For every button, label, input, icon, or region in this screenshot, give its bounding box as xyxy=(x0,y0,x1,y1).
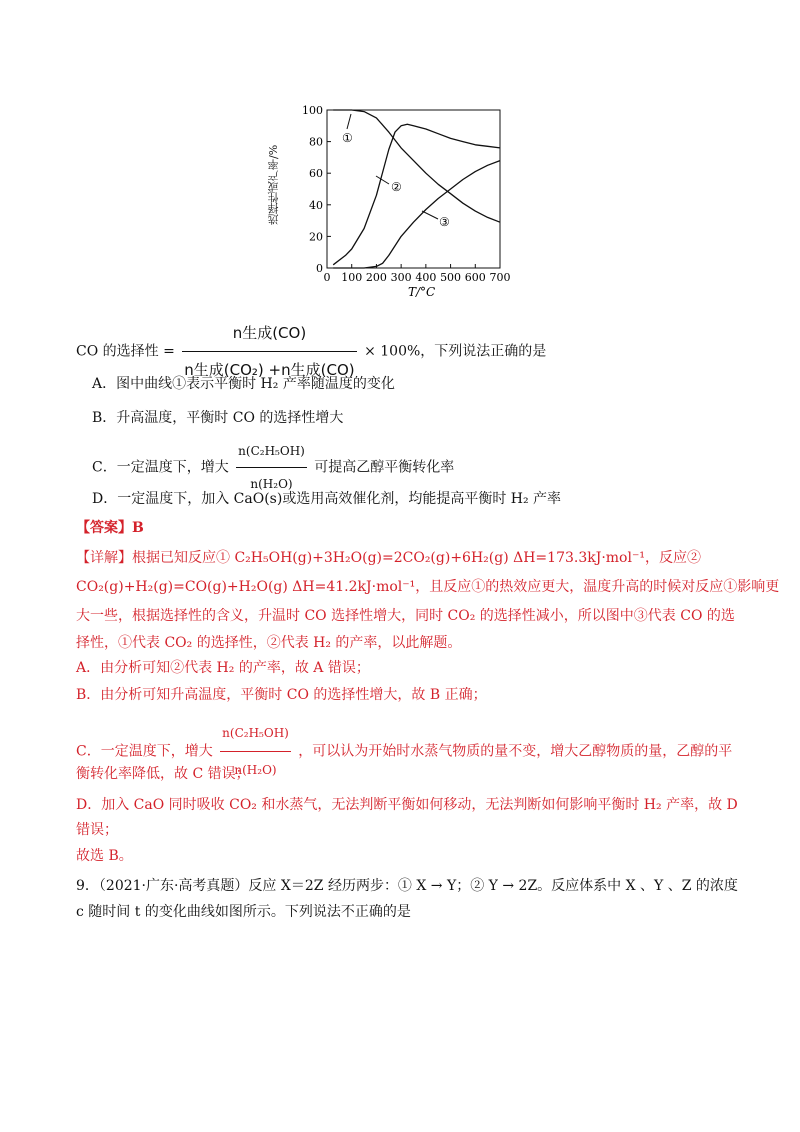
option-b: B．升高温度，平衡时 CO 的选择性增大 xyxy=(92,410,344,426)
series-line-2 xyxy=(333,124,500,265)
question-9-line-1: 9．（2021·广东·高考真题）反应 X＝2Z 经历两步：① X → Y；② Y → 2Z。反应体系中 X 、Y 、Z 的浓度 xyxy=(76,878,738,894)
x-tick-label: 500 xyxy=(440,271,462,284)
option-c-denominator: n(H₂O) xyxy=(250,477,293,491)
leader-line-2 xyxy=(376,176,389,184)
x-tick-label: 200 xyxy=(365,271,387,284)
detail-d-line-2: 错误； xyxy=(76,822,118,838)
detail-line-2: CO₂(g)+H₂(g)=CO(g)+H₂O(g) ΔH=41.2kJ·mol⁻¹，且反应①的热效应更大，温度升高的时候对反应①影响更 xyxy=(76,579,780,595)
y-tick-label: 80 xyxy=(309,135,323,149)
formula-suffix: × 100%，下列说法正确的是 xyxy=(364,343,547,360)
curve-label-3: ③ xyxy=(439,215,450,229)
detail-conclusion: 故选 B。 xyxy=(76,848,133,864)
fraction-numerator: n生成(CO) xyxy=(182,316,356,352)
question-9-line-2: c 随时间 t 的变化曲线如图所示。下列说法不正确的是 xyxy=(76,904,411,920)
detail-line-3: 大一些，根据选择性的含义，升温时 CO 选择性增大，同时 CO₂ 的选择性减小，所以图中③代表 CO 的选 xyxy=(76,608,735,624)
x-axis-label: T/°C xyxy=(408,285,436,299)
y-tick-label: 40 xyxy=(309,198,323,212)
option-a: A．图中曲线①表示平衡时 H₂ 产率随温度的变化 xyxy=(92,376,395,392)
selectivity-chart xyxy=(290,96,520,301)
detail-b: B．由分析可知升高温度，平衡时 CO 的选择性增大，故 B 正确； xyxy=(76,687,487,703)
answer: 【答案】B xyxy=(76,520,144,536)
y-tick-label: 0 xyxy=(316,262,323,275)
x-tick-label: 400 xyxy=(415,271,437,284)
y-tick-label: 60 xyxy=(309,167,323,181)
detail-line-4: 择性，①代表 CO₂ 的选择性，②代表 H₂ 的产率，以此解题。 xyxy=(76,635,462,651)
option-c-post: 可提高乙醇平衡转化率 xyxy=(314,459,455,476)
leader-line-1 xyxy=(347,114,351,129)
y-tick-label: 20 xyxy=(309,230,323,244)
x-tick-label: 0 xyxy=(323,271,331,284)
detail-a: A．由分析可知②代表 H₂ 的产率，故 A 错误； xyxy=(76,660,370,676)
y-tick-label: 100 xyxy=(302,104,323,117)
leader-line-3 xyxy=(422,211,438,219)
x-tick-label: 100 xyxy=(341,271,363,284)
detail-c-line-2: 衡转化率降低，故 C 错误； xyxy=(76,766,250,782)
curve-label-1: ① xyxy=(342,131,353,145)
detail-c-numerator: n(C₂H₅OH) xyxy=(220,716,291,752)
curve-label-2: ② xyxy=(391,180,402,194)
series-line-3 xyxy=(333,161,500,268)
x-tick-label: 300 xyxy=(390,271,412,284)
formula-prefix: CO 的选择性 = xyxy=(76,343,175,360)
detail-c-post: ，可以认为开始时水蒸气物质的量不变，增大乙醇物质的量，乙醇的平 xyxy=(298,743,733,760)
detail-c-denominator: n(H₂O) xyxy=(234,763,277,777)
option-d: D．一定温度下，加入 CaO(s)或选用高效催化剂，均能提高平衡时 H₂ 产率 xyxy=(92,491,562,507)
fraction-denominator: n生成(CO₂) +n生成(CO) xyxy=(184,361,355,379)
option-c-numerator: n(C₂H₅OH) xyxy=(236,436,307,468)
plot-frame xyxy=(327,110,500,268)
detail-line-1: 【详解】根据已知反应① C₂H₅OH(g)+3H₂O(g)=2CO₂(g)+6H₂(g) ΔH=173.3kJ·mol⁻¹，反应② xyxy=(76,550,701,566)
y-axis-label: 选择性或产率/% xyxy=(267,144,280,226)
x-tick-label: 600 xyxy=(464,271,486,284)
detail-c-pre: C．一定温度下，增大 xyxy=(76,743,213,760)
x-tick-label: 700 xyxy=(489,271,511,284)
option-c-pre: C．一定温度下，增大 xyxy=(92,459,229,476)
detail-d-line-1: D．加入 CaO 同时吸收 CO₂ 和水蒸气，无法判断平衡如何移动，无法判断如何影响平衡时 H₂ 产率，故 D xyxy=(76,797,738,813)
